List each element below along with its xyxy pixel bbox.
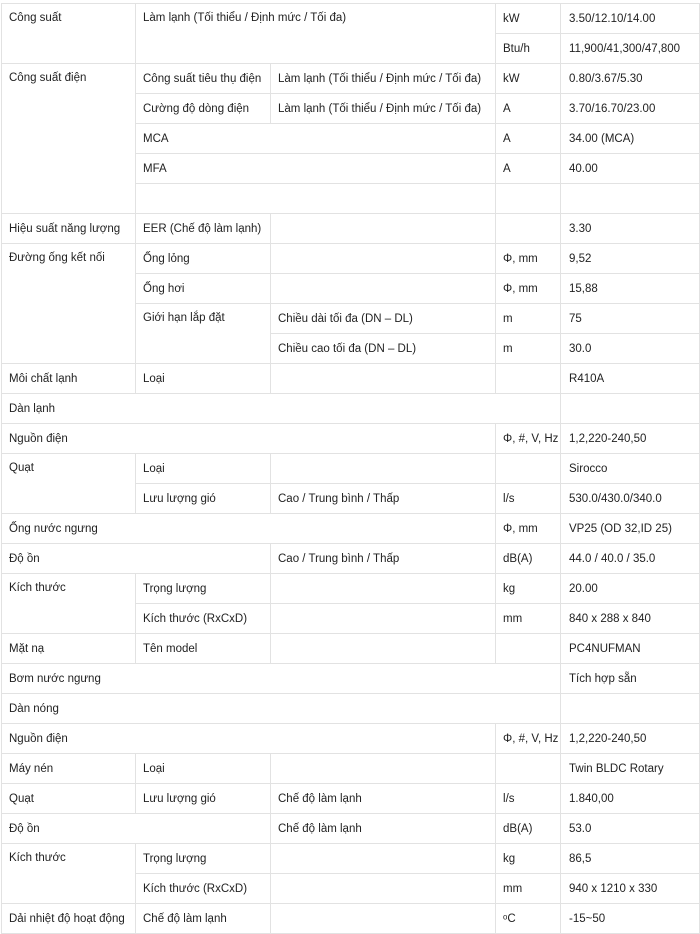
spec-cell: Kích thước (RxCxD) xyxy=(136,604,271,634)
spec-value-cell: 53.0 xyxy=(561,814,700,844)
spec-value-cell xyxy=(561,394,700,424)
spec-cell: A xyxy=(496,124,561,154)
spec-row xyxy=(2,394,700,424)
spec-cell: Chế độ làm lạnh xyxy=(136,904,271,934)
spec-cell: Công suất xyxy=(2,4,136,64)
spec-row xyxy=(2,664,700,694)
spec-value-cell: 20.00 xyxy=(561,574,700,604)
spec-value-cell xyxy=(561,694,700,724)
spec-cell xyxy=(496,634,561,664)
spec-cell: Ống hơi xyxy=(136,274,271,304)
spec-value-cell: 1,2,220-240,50 xyxy=(561,424,700,454)
spec-row xyxy=(2,214,700,244)
spec-cell: Btu/h xyxy=(496,34,561,64)
spec-cell: Kích thước xyxy=(2,844,136,904)
spec-cell: Loại xyxy=(136,364,271,394)
spec-cell: dB(A) xyxy=(496,544,561,574)
spec-cell: MFA xyxy=(136,154,496,184)
spec-cell: Cao / Trung bình / Thấp xyxy=(271,544,496,574)
spec-value-cell: 940 x 1210 x 330 xyxy=(561,874,700,904)
spec-cell: Chiều dài tối đa (DN – DL) xyxy=(271,304,496,334)
spec-cell: EER (Chế độ làm lạnh) xyxy=(136,214,271,244)
spec-cell: A xyxy=(496,94,561,124)
spec-cell xyxy=(271,754,496,784)
spec-cell xyxy=(496,754,561,784)
spec-cell: Loại xyxy=(136,754,271,784)
spec-cell: Trọng lượng xyxy=(136,844,271,874)
spec-cell: Lưu lượng gió xyxy=(136,784,271,814)
spec-cell: Kích thước (RxCxD) xyxy=(136,874,271,904)
spec-value-cell: Twin BLDC Rotary xyxy=(561,754,700,784)
spec-row xyxy=(2,574,700,604)
spec-cell: Ống lỏng xyxy=(136,244,271,274)
spec-cell: Đường ống kết nối xyxy=(2,244,136,364)
spec-cell: Máy nén xyxy=(2,754,136,784)
spec-cell: Φ, mm xyxy=(496,514,561,544)
spec-value-cell: 3.70/16.70/23.00 xyxy=(561,94,700,124)
spec-value-cell: 3.50/12.10/14.00 xyxy=(561,4,700,34)
spec-value-cell: Sirocco xyxy=(561,454,700,484)
spec-cell: Bơm nước ngưng xyxy=(2,664,561,694)
spec-cell: Dàn nóng xyxy=(2,694,561,724)
spec-cell: Kích thước xyxy=(2,574,136,634)
spec-cell: Dàn lạnh xyxy=(2,394,561,424)
spec-cell: Công suất điện xyxy=(2,64,136,214)
spec-row xyxy=(2,364,700,394)
spec-cell xyxy=(271,244,496,274)
spec-cell: Môi chất lạnh xyxy=(2,364,136,394)
spec-cell xyxy=(271,364,496,394)
spec-value-cell: 40.00 xyxy=(561,154,700,184)
spec-value-cell: 11,900/41,300/47,800 xyxy=(561,34,700,64)
spec-cell: dB(A) xyxy=(496,814,561,844)
spec-cell: Làm lạnh (Tối thiểu / Định mức / Tối đa) xyxy=(136,4,496,64)
spec-cell: Quạt xyxy=(2,784,136,814)
spec-cell: Trọng lượng xyxy=(136,574,271,604)
spec-cell: Chiều cao tối đa (DN – DL) xyxy=(271,334,496,364)
spec-cell xyxy=(496,454,561,484)
spec-cell: Lưu lượng gió xyxy=(136,484,271,514)
spec-cell: Cao / Trung bình / Thấp xyxy=(271,484,496,514)
spec-row xyxy=(2,844,700,874)
spec-cell xyxy=(271,874,496,904)
spec-cell: Công suất tiêu thụ điện xyxy=(136,64,271,94)
spec-cell: Dải nhiệt độ hoạt động xyxy=(2,904,136,934)
spec-cell: Làm lạnh (Tối thiểu / Định mức / Tối đa) xyxy=(271,94,496,124)
spec-cell xyxy=(271,214,496,244)
spec-cell: Chế độ làm lạnh xyxy=(271,784,496,814)
spec-cell xyxy=(271,844,496,874)
spec-cell xyxy=(271,904,496,934)
spec-value-cell: 44.0 / 40.0 / 35.0 xyxy=(561,544,700,574)
spec-row xyxy=(2,754,700,784)
spec-cell: Giới hạn lắp đặt xyxy=(136,304,271,364)
spec-row xyxy=(2,514,700,544)
spec-cell xyxy=(136,184,496,214)
spec-value-cell: PC4NUFMAN xyxy=(561,634,700,664)
spec-cell: Tên model xyxy=(136,634,271,664)
spec-cell: kg xyxy=(496,844,561,874)
spec-row xyxy=(2,814,700,844)
spec-cell: Chế độ làm lạnh xyxy=(271,814,496,844)
spec-cell xyxy=(271,634,496,664)
spec-cell xyxy=(271,454,496,484)
spec-value-cell: VP25 (OD 32,ID 25) xyxy=(561,514,700,544)
spec-cell: Nguồn điện xyxy=(2,424,496,454)
spec-value-cell: 30.0 xyxy=(561,334,700,364)
spec-value-cell: 1.840,00 xyxy=(561,784,700,814)
spec-row xyxy=(2,64,700,94)
spec-value-cell: 840 x 288 x 840 xyxy=(561,604,700,634)
spec-cell xyxy=(496,364,561,394)
spec-cell: Quạt xyxy=(2,454,136,514)
spec-cell: ᵒC xyxy=(496,904,561,934)
spec-cell: Φ, #, V, Hz xyxy=(496,724,561,754)
spec-cell: Làm lạnh (Tối thiểu / Định mức / Tối đa) xyxy=(271,64,496,94)
spec-cell: mm xyxy=(496,874,561,904)
spec-cell: Ống nước ngưng xyxy=(2,514,496,544)
spec-value-cell: 75 xyxy=(561,304,700,334)
spec-value-cell: 0.80/3.67/5.30 xyxy=(561,64,700,94)
spec-cell xyxy=(271,274,496,304)
spec-cell: Độ ồn xyxy=(2,544,271,574)
spec-row xyxy=(2,784,700,814)
spec-value-cell: -15~50 xyxy=(561,904,700,934)
spec-cell xyxy=(496,184,561,214)
spec-cell: kW xyxy=(496,4,561,34)
spec-row xyxy=(2,454,700,484)
spec-cell: Hiệu suất năng lượng xyxy=(2,214,136,244)
spec-value-cell: 530.0/430.0/340.0 xyxy=(561,484,700,514)
spec-table-body xyxy=(2,4,700,934)
spec-cell: MCA xyxy=(136,124,496,154)
spec-cell: kg xyxy=(496,574,561,604)
spec-cell xyxy=(496,214,561,244)
spec-cell xyxy=(271,574,496,604)
spec-value-cell: R410A xyxy=(561,364,700,394)
spec-cell: Φ, mm xyxy=(496,244,561,274)
spec-cell: m xyxy=(496,304,561,334)
spec-cell: Φ, #, V, Hz xyxy=(496,424,561,454)
spec-cell: A xyxy=(496,154,561,184)
spec-row xyxy=(2,544,700,574)
spec-value-cell: 9,52 xyxy=(561,244,700,274)
spec-cell: Mặt nạ xyxy=(2,634,136,664)
spec-cell xyxy=(271,604,496,634)
spec-cell: Loại xyxy=(136,454,271,484)
spec-row xyxy=(2,634,700,664)
spec-row xyxy=(2,244,700,274)
spec-cell: m xyxy=(496,334,561,364)
spec-value-cell xyxy=(561,184,700,214)
spec-value-cell: 1,2,220-240,50 xyxy=(561,724,700,754)
spec-table xyxy=(1,3,700,934)
spec-row xyxy=(2,904,700,934)
spec-value-cell: 34.00 (MCA) xyxy=(561,124,700,154)
spec-row xyxy=(2,4,700,34)
spec-row xyxy=(2,694,700,724)
spec-value-cell: 15,88 xyxy=(561,274,700,304)
spec-value-cell: 3.30 xyxy=(561,214,700,244)
spec-row xyxy=(2,424,700,454)
spec-value-cell: 86,5 xyxy=(561,844,700,874)
spec-cell: l/s xyxy=(496,784,561,814)
spec-cell: Nguồn điện xyxy=(2,724,496,754)
spec-cell: Φ, mm xyxy=(496,274,561,304)
spec-cell: kW xyxy=(496,64,561,94)
spec-value-cell: Tích hợp sẵn xyxy=(561,664,700,694)
spec-cell: l/s xyxy=(496,484,561,514)
spec-row xyxy=(2,724,700,754)
spec-cell: mm xyxy=(496,604,561,634)
spec-cell: Cường độ dòng điện xyxy=(136,94,271,124)
spec-cell: Độ ồn xyxy=(2,814,271,844)
